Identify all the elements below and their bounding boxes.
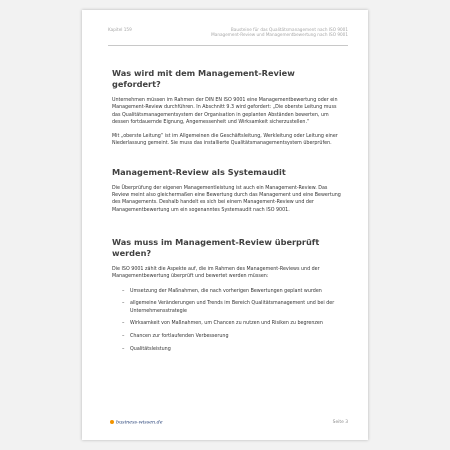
paragraph: Die Überprüfung der eigenen Managementleistung ist auch ein Management-Review. Das Review meint also gleichermaßen eine Bewertung durch das Management und eine Bewertung des Managements. Deshalb handelt es sich bei einem Management-Review und der Managementbewertung um ein sogenanntes Systemaudit nach ISO 9001. <box>112 185 341 213</box>
brand-dot-icon <box>110 420 114 424</box>
list-item-text: Qualitätsleistung <box>130 347 171 353</box>
list-item <box>122 288 346 295</box>
list-marker: – <box>122 347 125 353</box>
document-page <box>82 10 368 440</box>
section-heading: Was wird mit dem Management-Review gefordert? <box>112 68 295 89</box>
brand-logo <box>110 420 163 426</box>
paragraph: Die ISO 9001 zählt die Aspekte auf, die im Rahmen des Management-Reviews und der Managementbewertung überprüft und bewertet werden müssen: <box>112 266 320 280</box>
list-item-text: Chancen zur fortlaufenden Verbesserung <box>130 334 229 340</box>
page-header <box>108 25 348 46</box>
list-marker: – <box>122 321 125 327</box>
page-content <box>112 68 346 359</box>
list-marker: – <box>122 288 125 294</box>
paragraph: Unternehmen müssen im Rahmen der DIN EN ISO 9001 eine Managementbewertung oder ein Management-Review durchführen. In Abschnitt 9.3 wird gefordert: „Die oberste Leitung muss das Qualitätsmanagementsystem der Organisation in geplanten Abständen bewerten, um dessen fortdauernde Eignung, Angemessenheit und Wirksamkeit sicherzustellen.“ <box>112 98 338 125</box>
review-aspects-list <box>112 288 346 354</box>
list-item <box>122 346 346 353</box>
list-marker: – <box>122 334 125 340</box>
list-item-text: allgemeine Veränderungen und Trends im Bereich Qualitätsmanagement und bei der Unternehmensstrategie <box>130 301 335 314</box>
header-title-line1: Bausteine für das Qualitätsmanagement nach ISO 9001 <box>230 27 348 32</box>
page-footer <box>110 419 348 429</box>
header-chapter: Kapitel 159 <box>108 27 132 32</box>
list-item <box>122 300 346 315</box>
paragraph: Mit „oberste Leitung“ ist im Allgemeinen die Geschäftsleitung, Werkleitung oder Leitung einer Niederlassung gemeint. Sie muss das installierte Qualitätsmanagementsystem überprüfen. <box>112 134 338 147</box>
list-item-text: Umsetzung der Maßnahmen, die nach vorherigen Bewertungen geplant wurden <box>130 288 322 294</box>
list-item-text: Wirksamkeit von Maßnahmen, um Chancen zu nutzen und Risiken zu begrenzen <box>130 321 323 327</box>
section-heading: Management-Review als Systemaudit <box>112 166 286 177</box>
header-title-line2: Management-Review und Managementbewertung nach ISO 9001 <box>211 32 348 38</box>
list-item <box>122 333 346 340</box>
list-item <box>122 320 346 327</box>
list-marker: – <box>122 301 125 307</box>
page-number: Seite 3 <box>332 420 348 425</box>
brand-name: business-wissen.de <box>116 420 163 426</box>
section-heading: Was muss im Management-Review überprüft werden? <box>112 236 320 258</box>
header-title <box>211 27 348 37</box>
